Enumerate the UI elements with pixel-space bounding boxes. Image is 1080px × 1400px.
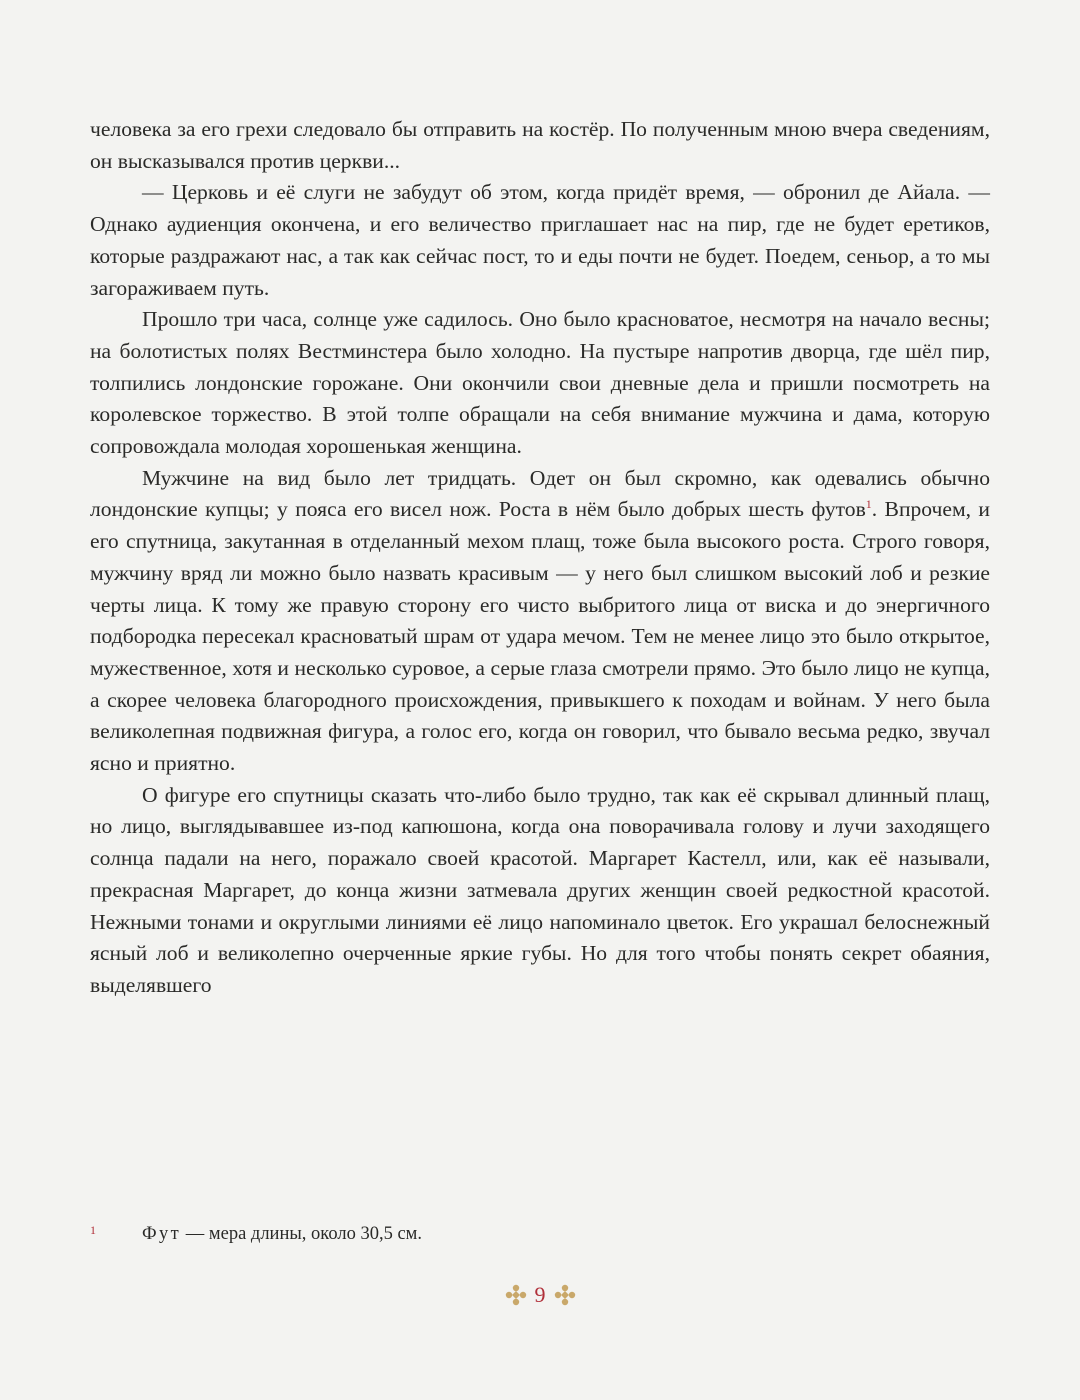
footnote-reference[interactable]: 1: [865, 497, 872, 512]
fleuron-icon: [554, 1284, 576, 1306]
page-number: 9: [534, 1282, 546, 1307]
body-text: [90, 114, 990, 1002]
paragraph-1: человека за его грехи следовало бы отправить на костёр. По полученным мною вчера сведениям, он высказывался против церкви...: [90, 117, 990, 173]
footnote-text: [142, 1222, 422, 1246]
paragraph-3: Прошло три часа, солнце уже садилось. Оно было красноватое, несмотря на начало весны; на болотистых полях Вестминстера было холодно. На пустыре напротив дворца, где шёл пир, толпились лондонские горожане. Они окончили свои дневные дела и пришли посмотреть на королевское торжество. В этой толпе обращали на себя внимание мужчина и дама, которую сопровождала молодая хорошенькая женщина.: [90, 307, 990, 459]
paragraph-4-part-1: Мужчине на вид было лет тридцать. Одет он был скромно, как одевались обычно лондонские купцы; у пояса его висел нож. Роста в нём было добрых шесть футов: [90, 465, 990, 522]
paragraph-2: — Церковь и её слуги не забудут об этом, когда придёт время, — обронил де Айала. — Однако аудиенция окончена, и его величество приглашает нас на пир, где не будет еретиков, которые раздражают нас, а так как сейчас пост, то и еды почти не будет. Поедем, сеньор, а то мы загораживаем путь.: [90, 180, 990, 300]
paragraph-4: [90, 463, 990, 780]
footnote-term: Фут: [142, 1224, 182, 1244]
fleuron-icon: [505, 1284, 527, 1306]
page-folio: [0, 1284, 1080, 1306]
paragraph-4-part-2: . Впрочем, и его спутница, закутанная в отделанный мехом плащ, тоже была высокого роста. Строго говоря, мужчину вряд ли можно было назвать красивым — у него был слишком высокий лоб и резкие черты лица. К тому же правую сторону его чисто выбритого лица от виска и до энергичного подбородка пересекал красноватый шрам от удара мечом. Тем не менее лицо это было открытое, мужественное, хотя и несколько суровое, а серые глаза смотрели прямо. Это было лицо не купца, а скорее человека благородного происхождения, привыкшего к походам и войнам. У него была великолепная подвижная фигура, а голос его, когда он говорил, что бывало весьма редко, звучал ясно и приятно.: [90, 497, 990, 776]
footnote-mark: 1: [90, 1223, 96, 1237]
footnote-definition: — мера длины, около 30,5 см.: [181, 1224, 422, 1244]
paragraph-5: О фигуре его спутницы сказать что-либо было трудно, так как её скрывал длинный плащ, но лицо, выглядывавшее из-под капюшона, когда она поворачивала голову и лучи заходящего солнца падали на него, поражало своей красотой. Маргарет Кастелл, или, как её называли, прекрасная Маргарет, до конца жизни затмевала других женщин своей редкостной красотой. Нежными тонами и округлыми линиями её лицо напоминало цветок. Его украшал белоснежный ясный лоб и великолепно очерченные яркие губы. Но для того чтобы понять секрет обаяния, выделявшего: [90, 782, 990, 997]
